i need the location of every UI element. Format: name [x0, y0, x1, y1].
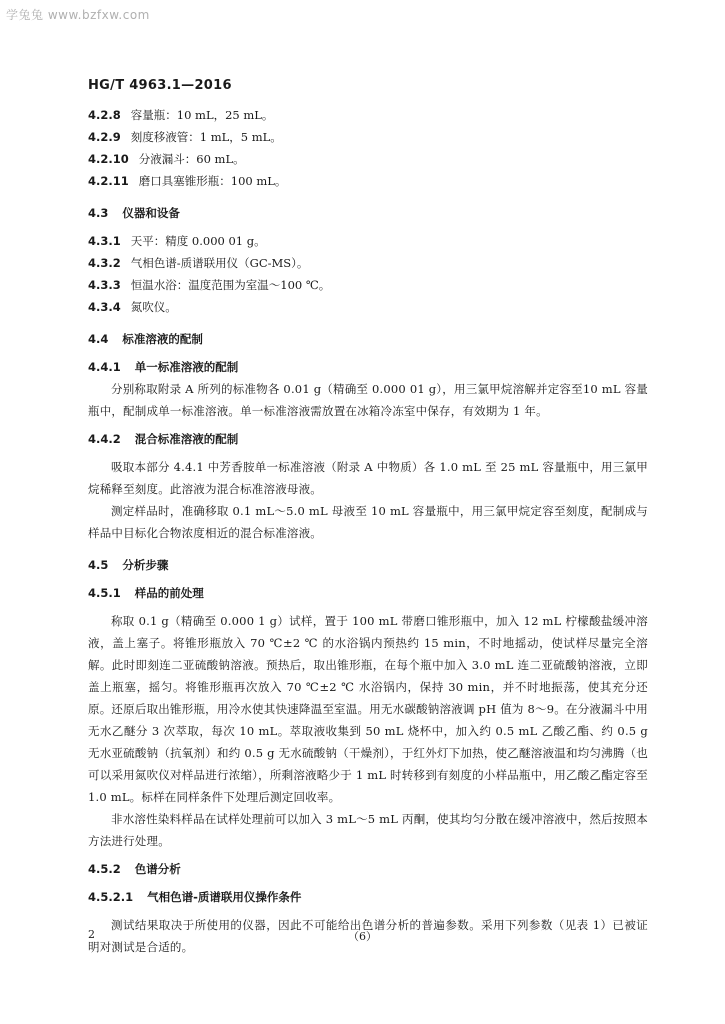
section-heading-4-3: 4.3 仪器和设备 — [88, 206, 180, 220]
section-heading-4-5-1: 4.5.1 样品的前处理 — [88, 586, 204, 600]
section-heading-4-5-2: 4.5.2 色谱分析 — [88, 862, 181, 876]
paragraph: 分别称取附录 A 所列的标准物各 0.01 g（精确至 0.000 01 g），用三氯甲烷溶解并定容至10 mL 容量瓶中，配制成单一标准溶液。单一标准溶液需放置在冰箱冷冻室中保存，有效期为 1 年。 — [88, 382, 648, 418]
section-heading-4-4-1: 4.4.1 单一标准溶液的配制 — [88, 360, 239, 374]
list-item: 4.3.1 天平：精度 0.000 01 g。 — [88, 234, 266, 248]
paragraph: 非水溶性染料样品在试样处理前可以加入 3 mL～5 mL 丙酮，使其均匀分散在缓冲溶液中，然后按照本方法进行处理。 — [88, 812, 648, 848]
list-item: 4.2.11 磨口具塞锥形瓶：100 mL。 — [88, 174, 287, 188]
paragraph: 测试结果取决于所使用的仪器，因此不可能给出色谱分析的普遍参数。采用下列参数（见表 1）已被证明对测试是合适的。 — [88, 918, 648, 954]
site-watermark: 学兔兔 www.bzfxw.com — [6, 8, 150, 22]
section-heading-4-5: 4.5 分析步骤 — [88, 558, 169, 572]
standard-code-header: HG/T 4963.1—2016 — [88, 78, 232, 93]
sheet-number: （6） — [348, 930, 377, 943]
paragraph: 称取 0.1 g（精确至 0.000 1 g）试样，置于 100 mL 带磨口锥形瓶中，加入 12 mL 柠檬酸盐缓冲溶液，盖上塞子。将锥形瓶放入 70 ℃±2 ℃ 的水浴锅内预热约 15 min，不时地摇动，使试样尽量完全溶解。此时即刻连二亚硫酸钠溶液。预热后，取出锥形瓶，在每个瓶中加入 3.0 mL 连二亚硫酸钠溶液，立即盖上瓶塞，摇匀。将锥形瓶再次放入 70 ℃±2 ℃ 水浴锅内，保持 30 min，并不时地振荡，使其充分还原。还原后取出锥形瓶，用冷水使其快速降温至室温。用无水碳酸钠溶液调 pH 值为 8～9。在分液漏斗中用无水乙醚分 3 次萃取，每次 10 mL。萃取液收集到 50 mL 烧杯中，加入约 0.5 mL 乙酸乙酯、约 0.5 g 无水亚硫酸钠（抗氧剂）和约 0.5 g 无水硫酸钠（干燥剂），于红外灯下加热，使乙醚溶液温和均匀沸腾（也可以采用氮吹仪对样品进行浓缩），所剩溶液略少于 1 mL 时转移到有刻度的小样品瓶中，用乙酸乙酯定容至 1.0 mL。标样在同样条件下处理后测定回收率。 — [88, 614, 648, 804]
list-item: 4.2.8 容量瓶：10 mL，25 mL。 — [88, 108, 274, 122]
paragraph: 吸取本部分 4.4.1 中芳香胺单一标准溶液（附录 A 中物质）各 1.0 mL 至 25 mL 容量瓶中，用三氯甲烷稀释至刻度。此溶液为混合标准溶液母液。 — [88, 460, 648, 496]
list-item: 4.3.3 恒温水浴：温度范围为室温～100 ℃。 — [88, 278, 331, 292]
page-number: 2 — [88, 928, 95, 941]
list-item: 4.3.4 氮吹仪。 — [88, 300, 177, 314]
document-body — [88, 104, 648, 958]
list-item: 4.2.9 刻度移液管：1 mL，5 mL。 — [88, 130, 282, 144]
section-heading-4-4-2: 4.4.2 混合标准溶液的配制 — [88, 432, 239, 446]
paragraph: 测定样品时，准确移取 0.1 mL～5.0 mL 母液至 10 mL 容量瓶中，用三氯甲烷定容至刻度，配制成与样品中目标化合物浓度相近的混合标准溶液。 — [88, 504, 648, 540]
section-heading-4-4: 4.4 标准溶液的配制 — [88, 332, 203, 346]
list-item: 4.3.2 气相色谱-质谱联用仪（GC-MS）。 — [88, 256, 309, 270]
list-item: 4.2.10 分液漏斗：60 mL。 — [88, 152, 245, 166]
section-heading-4-5-2-1: 4.5.2.1 气相色谱-质谱联用仪操作条件 — [88, 890, 302, 904]
